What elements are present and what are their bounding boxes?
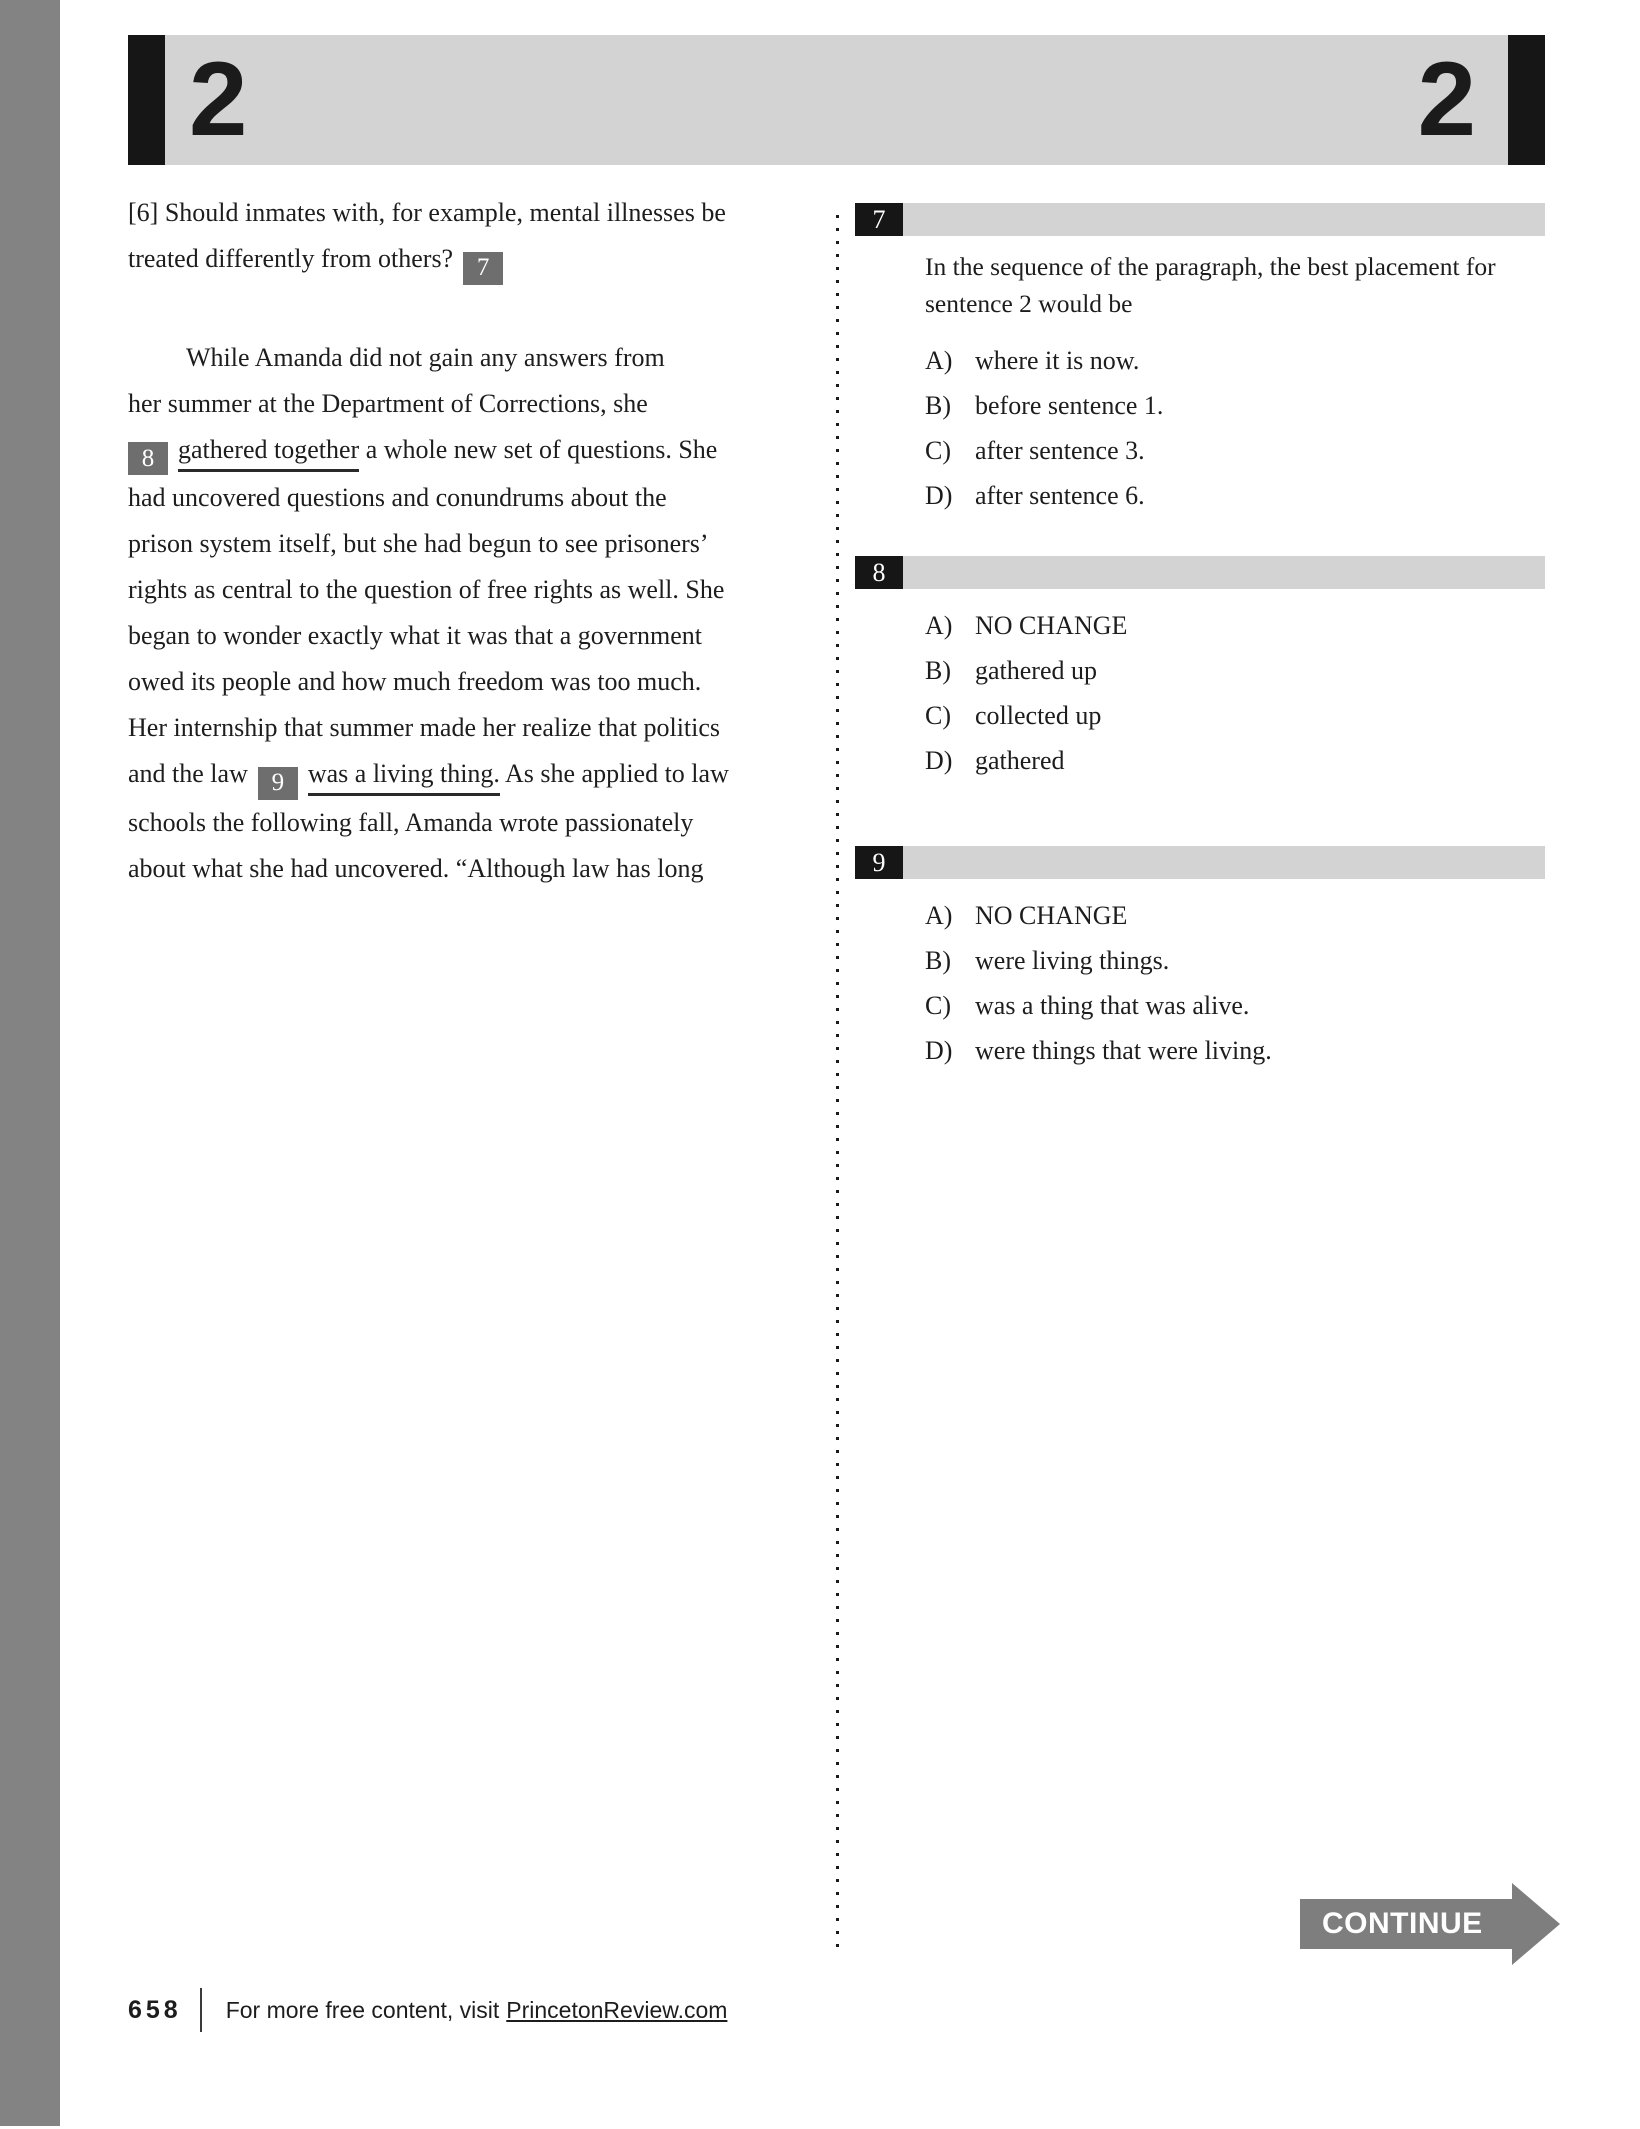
passage-line [128,427,768,476]
question-block [855,203,1545,518]
continue-button[interactable] [1300,1899,1512,1949]
passage-line [128,659,768,705]
option-text: where it is now. [975,346,1140,375]
passage-text: had uncovered questions and conundrums about the [128,483,667,512]
header-left-cap [128,35,165,165]
option-row [925,738,1545,783]
passage-line [128,800,768,846]
page-number: 658 [128,1995,182,2024]
section-number-left: 2 [189,41,248,158]
option-text: gathered up [975,656,1098,685]
option-letter: B) [925,656,951,685]
question-block [855,846,1545,1073]
passage-text: about what she had uncovered. “Although law has long [128,853,704,883]
options-list [925,893,1545,1073]
option-row [925,648,1545,693]
option-letter: C) [925,991,951,1020]
option-text: were things that were living. [975,1036,1272,1065]
question-marker-box: 8 [128,442,168,475]
option-text: collected up [975,701,1102,730]
passage-line [128,846,768,892]
header-bar [165,35,1508,165]
options-list [925,603,1545,783]
footer-link[interactable]: PrincetonReview.com [506,1996,728,2023]
question-marker-box: 7 [463,252,503,285]
option-letter: A) [925,611,953,640]
question-marker-box: 9 [258,767,298,800]
option-letter: A) [925,346,953,375]
passage-line [128,381,768,427]
question-bar [855,556,1545,589]
option-row [925,693,1545,738]
passage-line [128,567,768,613]
header-right-cap [1508,35,1545,165]
passage-line [128,751,768,800]
option-text: after sentence 3. [975,436,1145,465]
passage-line [128,190,768,236]
option-row [925,893,1545,938]
option-row [925,938,1545,983]
option-row [925,428,1545,473]
passage-text: owed its people and how much freedom was too much. [128,667,702,696]
passage-text: and the law [128,759,248,788]
question-number: 7 [855,203,903,236]
passage-text: her summer at the Department of Corrections, she [128,388,648,418]
question-bar [855,846,1545,879]
option-row [925,338,1545,383]
passage-text: As she applied to law [499,759,729,788]
option-letter: B) [925,946,951,975]
continue-arrow-icon [1512,1883,1560,1965]
passage-line [128,236,768,285]
passage-text: Her internship that summer made her realize that politics [128,713,721,742]
option-text: were living things. [975,946,1170,975]
option-row [925,603,1545,648]
passage-text: prison system itself, but she had begun to see prisoners’ [128,529,709,558]
passage-line [128,521,768,567]
page-footer [128,1988,727,2032]
passage-text: treated differently from others? [128,244,454,273]
option-text: gathered [975,746,1065,775]
option-letter: D) [925,746,953,775]
option-text: NO CHANGE [975,901,1128,930]
options-list [925,338,1545,518]
passage-text: [6] Should inmates with, for example, mental illnesses be [128,198,726,227]
option-row [925,983,1545,1028]
left-margin-stripe [0,0,60,2126]
question-bar [855,203,1545,236]
passage-text: While Amanda did not gain any answers from [186,342,665,372]
option-row [925,383,1545,428]
question-number: 8 [855,556,903,589]
underlined-phrase: gathered together [178,435,359,472]
passage-line [128,613,768,659]
continue-label: CONTINUE [1322,1907,1483,1940]
option-text: was a thing that was alive. [975,991,1250,1020]
passage-line [128,705,768,751]
question-number: 9 [855,846,903,879]
footer-text: For more free content, visit [225,1996,500,2023]
option-row [925,1028,1545,1073]
passage-paragraph [128,190,768,285]
option-letter: C) [925,701,951,730]
passage [128,190,768,892]
question-block [855,556,1545,783]
option-row [925,473,1545,518]
option-letter: D) [925,1036,953,1065]
passage-paragraph [128,335,768,892]
option-letter: D) [925,481,953,510]
section-header [128,35,1545,165]
option-text: after sentence 6. [975,481,1145,510]
option-letter: C) [925,436,951,465]
option-text: NO CHANGE [975,611,1128,640]
option-text: before sentence 1. [975,391,1164,420]
passage-text: schools the following fall, Amanda wrote passionately [128,807,694,837]
option-letter: B) [925,391,951,420]
passage-line [128,335,768,381]
column-divider [836,215,839,1948]
option-letter: A) [925,901,953,930]
section-number-right: 2 [1417,41,1476,158]
passage-text: began to wonder exactly what it was that a government [128,621,702,650]
footer-divider [200,1988,202,2032]
question-stem: In the sequence of the paragraph, the best placement for sentence 2 would be [925,252,1496,318]
passage-line [128,475,768,521]
underlined-phrase: was a living thing. [308,759,500,796]
passage-text: a whole new set of questions. She [359,434,718,464]
passage-text: rights as central to the question of free rights as well. She [128,575,725,604]
